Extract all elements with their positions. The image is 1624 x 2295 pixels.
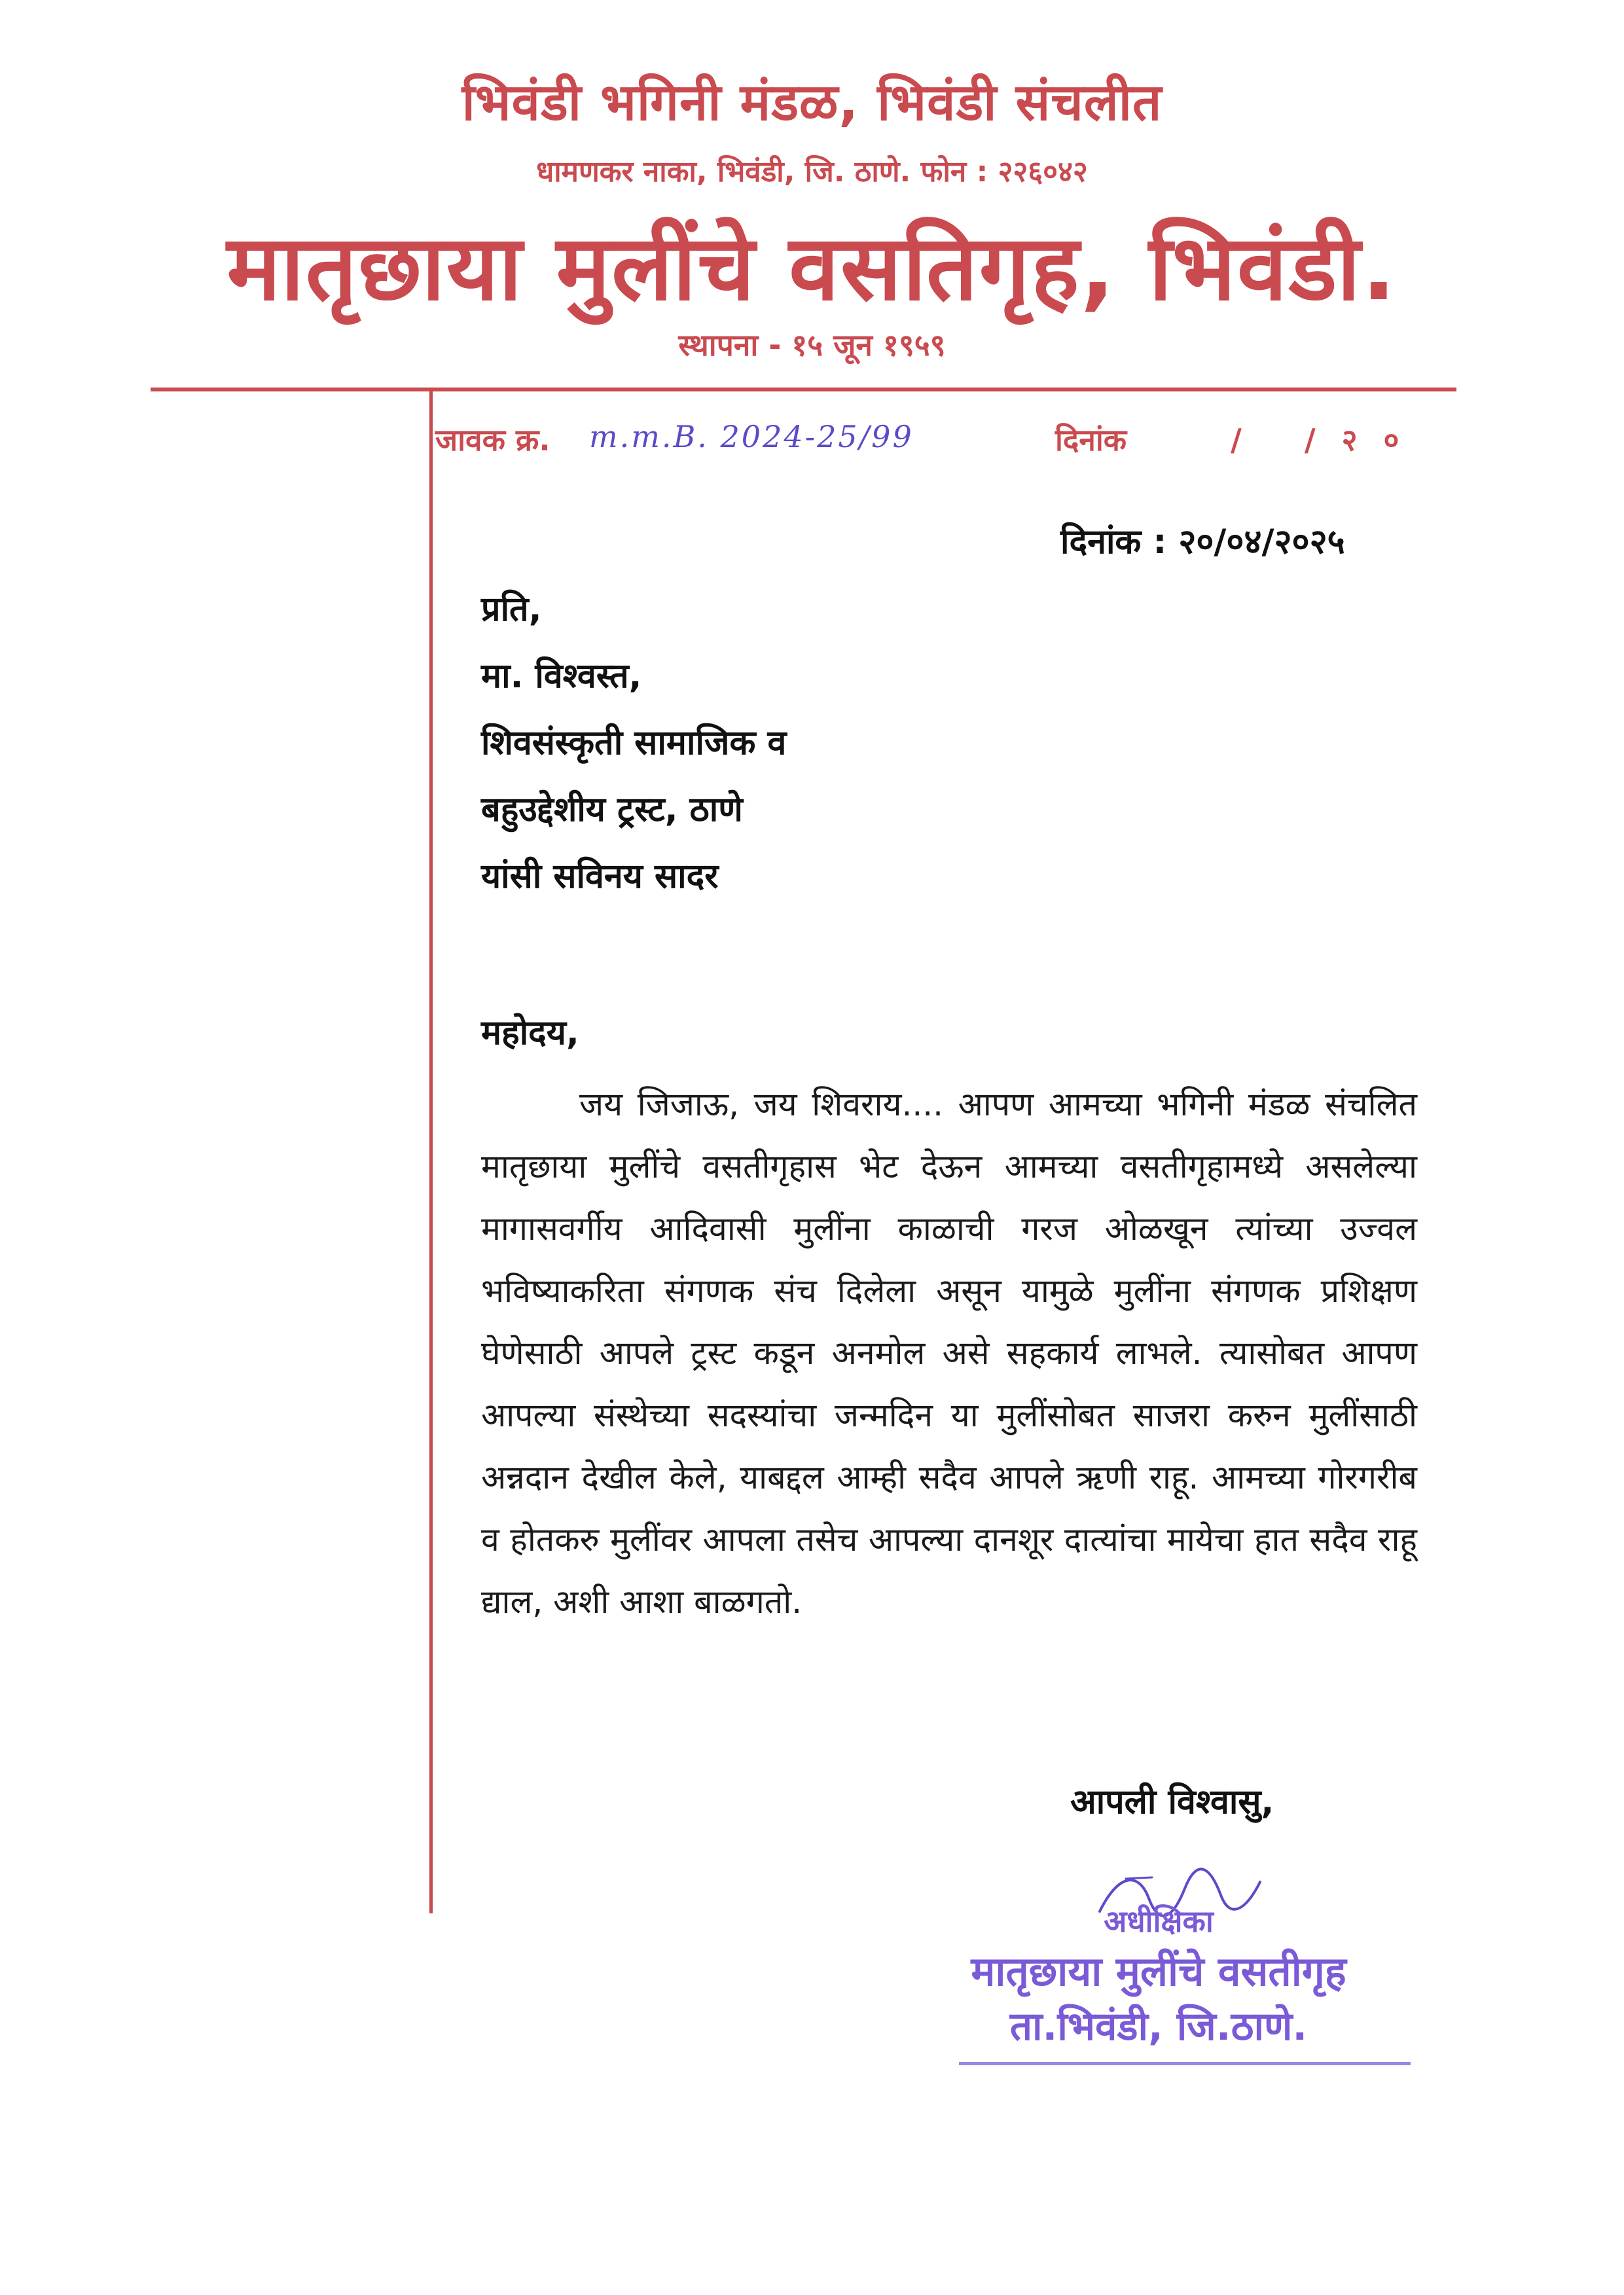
- reference-date-blank: / /२०: [1231, 422, 1426, 458]
- closing: आपली विश्वासु,: [1070, 1782, 1274, 1822]
- address-line: बहुउद्देशीय ट्रस्ट, ठाणे: [481, 790, 743, 829]
- organization-name: भिवंडी भगिनी मंडळ, भिवंडी संचलीत: [461, 73, 1163, 132]
- reference-number: m.m.B. 2024-25/99: [589, 419, 914, 454]
- margin-line: [429, 391, 433, 1913]
- header-divider: [151, 388, 1456, 391]
- organization-address: धामणकर नाका, भिवंडी, जि. ठाणे. फोन : २२६०४२: [536, 155, 1088, 189]
- stamp-underline: [959, 2062, 1411, 2065]
- stamp-place: ता.भिवंडी, जि.ठाणे.: [1009, 2004, 1308, 2050]
- recipient-address: [481, 576, 786, 910]
- letter-body: जय जिजाऊ, जय शिवराय.... आपण आमच्या भगिनी मंडळ संचलित मातृछाया मुलींचे वसतीगृहास भेट देऊन आमच्या वसतीगृहामध्ये असलेल्या मागासवर्गीय आदिवासी मुलींना काळाची गरज ओळखून त्यांच्या उज्वल भविष्याकरिता संगणक संच दिलेला असून यामुळे मुलींना संगणक प्रशिक्षण घेणेसाठी आपले ट्रस्ट कडून अनमोल असे सहकार्य लाभले. त्यासोबत आपण आपल्या संस्थेच्या सदस्यांचा जन्मदिन या मुलींसोबत साजरा करुन मुलींसाठी अन्नदान देखील केले, याबद्दल आम्ही सदैव आपले ऋणी राहू. आमच्या गोरगरीब व होतकरु मुलींवर आपला तसेच आपल्या दानशूर दात्यांचा मायेचा हात सदैव राहू द्याल, अशी आशा बाळगतो.: [481, 1085, 1417, 1621]
- hostel-name: मातृछाया मुलींचे वसतिगृह, भिवंडी.: [226, 215, 1398, 321]
- salutation: महोदय,: [481, 1013, 579, 1053]
- official-stamp: [929, 1898, 1388, 2054]
- reference-date-label: दिनांक: [1055, 422, 1127, 458]
- address-line: मा. विश्‍वस्त,: [481, 657, 642, 696]
- stamp-title: अधीक्षिका: [1104, 1904, 1214, 1939]
- stamp-name: मातृछाया मुलींचे वसतीगृह: [971, 1947, 1346, 1995]
- letter-date: दिनांक : २०/०४/२०२५: [1060, 522, 1345, 562]
- reference-label: जावक क्र.: [435, 422, 550, 458]
- established-date: स्थापना - १५ जून १९५९: [678, 327, 946, 363]
- address-line: यांसी सविनय सादर: [481, 857, 719, 896]
- address-line: प्रति,: [481, 590, 542, 629]
- address-line: शिवसंस्कृती सामाजिक व: [481, 723, 787, 763]
